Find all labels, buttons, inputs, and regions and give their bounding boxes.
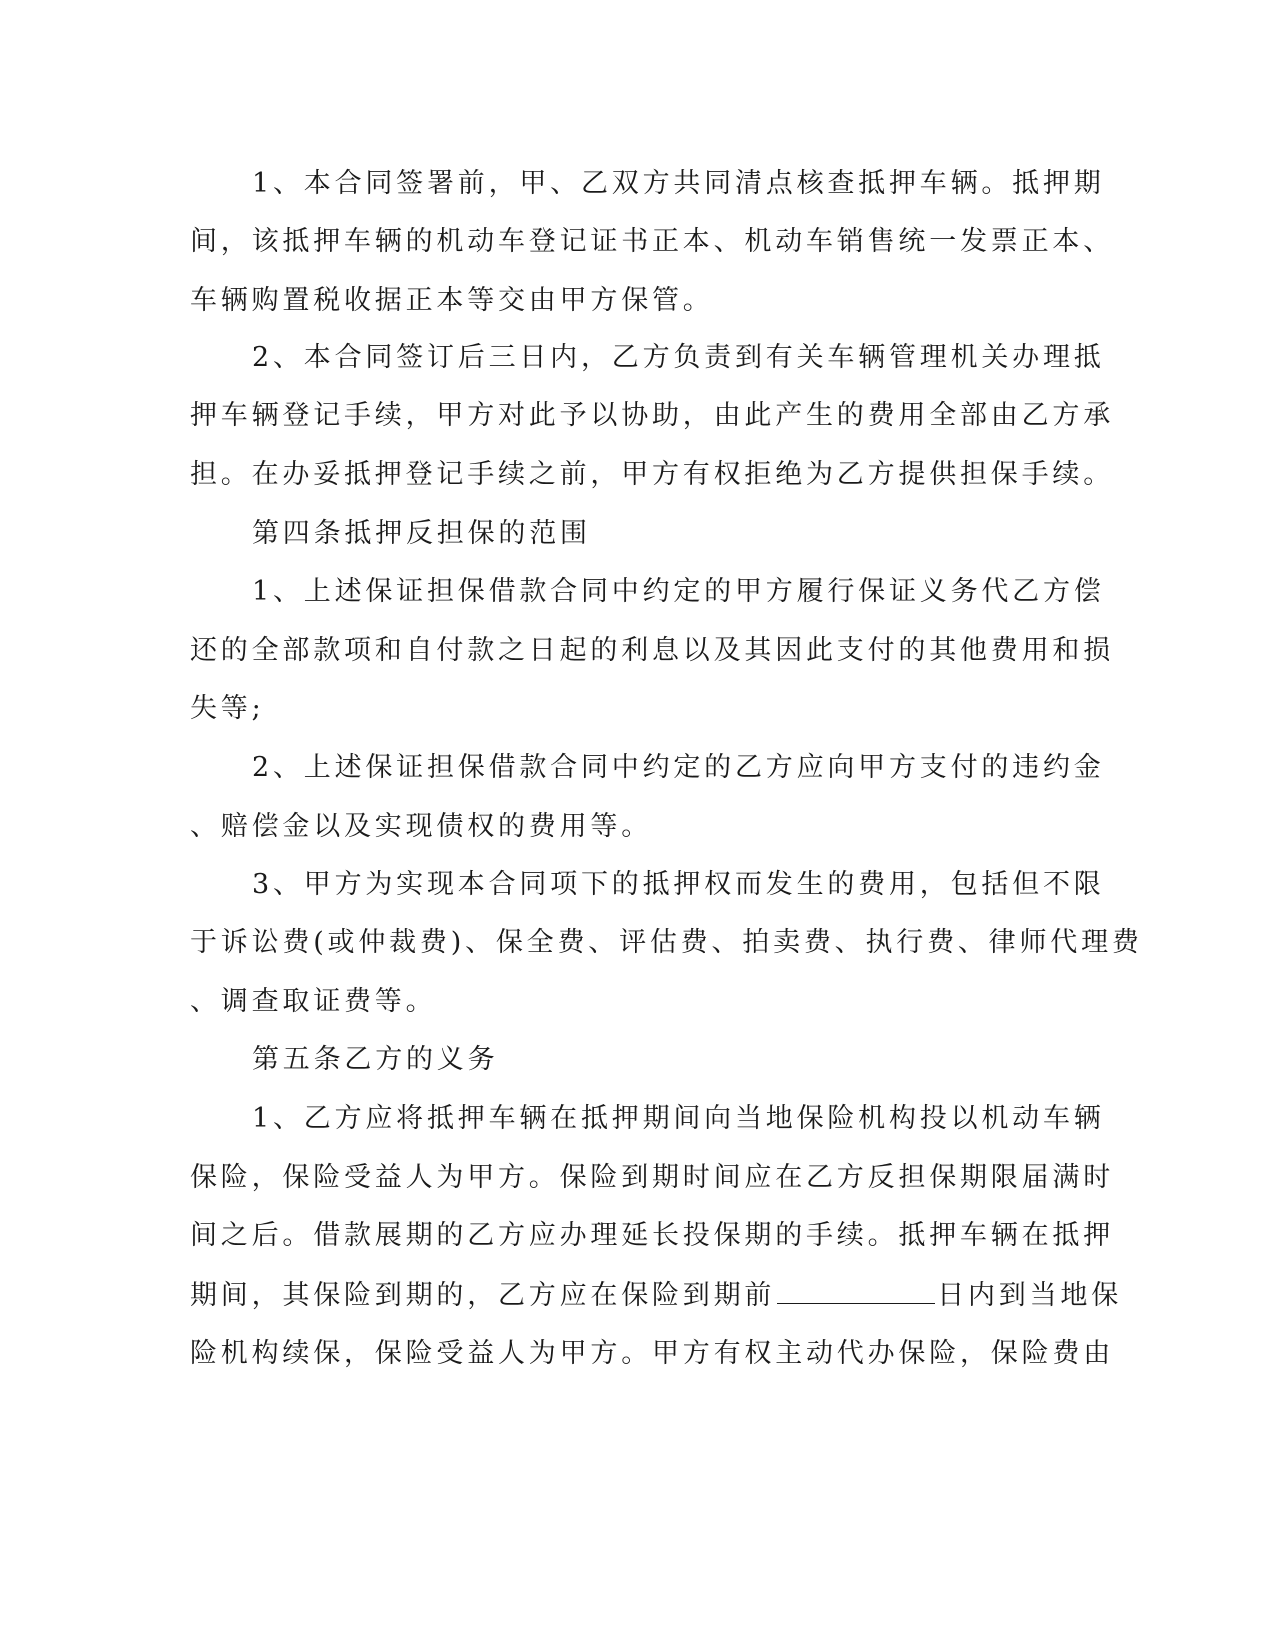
paragraph-line: 还的全部款项和自付款之日起的利息以及其因此支付的其他费用和损 xyxy=(190,635,1114,666)
section-heading: 第五条乙方的义务 xyxy=(252,1044,499,1075)
text-after-blank: 日内到当地保 xyxy=(937,1280,1123,1311)
paragraph-line: 车辆购置税收据正本等交由甲方保管。 xyxy=(190,285,714,316)
section-heading: 第四条抵押反担保的范围 xyxy=(252,518,591,549)
paragraph-line: 1、乙方应将抵押车辆在抵押期间向当地保险机构投以机动车辆 xyxy=(252,1103,1105,1134)
paragraph-line: 担。在办妥抵押登记手续之前，甲方有权拒绝为乙方提供担保手续。 xyxy=(190,459,1114,490)
paragraph-line: 2、上述保证担保借款合同中约定的乙方应向甲方支付的违约金 xyxy=(252,752,1105,783)
paragraph-line: 1、上述保证担保借款合同中约定的甲方履行保证义务代乙方偿 xyxy=(252,576,1105,607)
paragraph-line: 保险，保险受益人为甲方。保险到期时间应在乙方反担保期限届满时 xyxy=(190,1162,1114,1193)
fill-in-blank xyxy=(777,1277,935,1304)
paragraph-line: 失等; xyxy=(190,693,265,724)
paragraph-line: 2、本合同签订后三日内，乙方负责到有关车辆管理机关办理抵 xyxy=(252,342,1105,373)
paragraph-line-with-blank xyxy=(190,1277,1122,1314)
paragraph-line: 险机构续保，保险受益人为甲方。甲方有权主动代办保险，保险费由 xyxy=(190,1338,1114,1369)
paragraph-line: 于诉讼费(或仲裁费)、保全费、评估费、拍卖费、执行费、律师代理费 xyxy=(190,927,1143,958)
text-before-blank: 期间，其保险到期的，乙方应在保险到期前 xyxy=(190,1280,776,1311)
paragraph-line: 1、本合同签署前，甲、乙双方共同清点核查抵押车辆。抵押期 xyxy=(252,168,1105,199)
paragraph-line: 、调查取证费等。 xyxy=(190,986,437,1017)
paragraph-line: 、赔偿金以及实现债权的费用等。 xyxy=(190,811,652,842)
paragraph-line: 间，该抵押车辆的机动车登记证书正本、机动车销售统一发票正本、 xyxy=(190,226,1114,257)
paragraph-line: 间之后。借款展期的乙方应办理延长投保期的手续。抵押车辆在抵押 xyxy=(190,1220,1114,1251)
paragraph-line: 3、甲方为实现本合同项下的抵押权而发生的费用，包括但不限 xyxy=(252,869,1105,900)
paragraph-line: 押车辆登记手续，甲方对此予以协助，由此产生的费用全部由乙方承 xyxy=(190,400,1114,431)
